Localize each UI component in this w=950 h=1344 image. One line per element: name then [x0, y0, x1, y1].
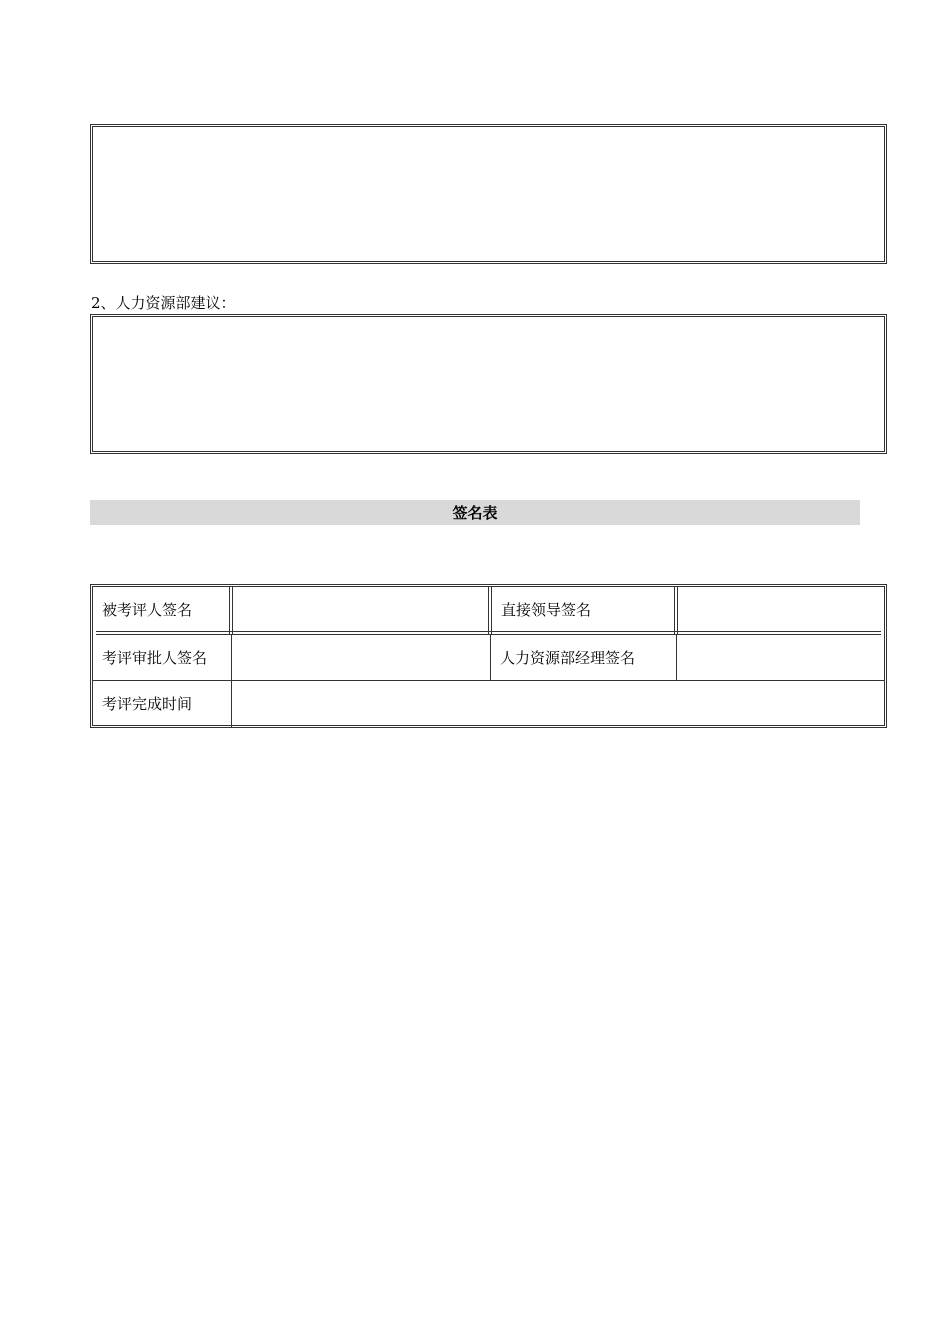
approver-signature-field[interactable] — [232, 635, 490, 680]
approver-signature-label: 考评审批人签名 — [102, 649, 208, 667]
review-completion-time-label: 考评完成时间 — [102, 694, 193, 713]
col-divider-3a — [674, 587, 675, 634]
col-divider-2a — [488, 587, 489, 634]
hr-suggestion-box[interactable] — [90, 314, 887, 454]
direct-leader-signature-label: 直接领导签名 — [501, 600, 592, 619]
hr-manager-signature-field[interactable] — [677, 635, 884, 680]
hr-manager-signature-label: 人力资源部经理签名 — [500, 649, 636, 667]
reviewee-signature-label: 被考评人签名 — [102, 600, 193, 619]
direct-leader-signature-field[interactable] — [678, 587, 884, 631]
hr-suggestion-label: 2、人力资源部建议： — [91, 294, 236, 312]
review-completion-time-field[interactable] — [232, 681, 884, 725]
signature-table-title: 签名表 — [90, 500, 860, 525]
col-divider-1a — [229, 587, 230, 634]
reviewee-signature-field[interactable] — [233, 587, 488, 631]
signature-table — [90, 584, 887, 728]
opinion-box-1[interactable] — [90, 124, 887, 264]
